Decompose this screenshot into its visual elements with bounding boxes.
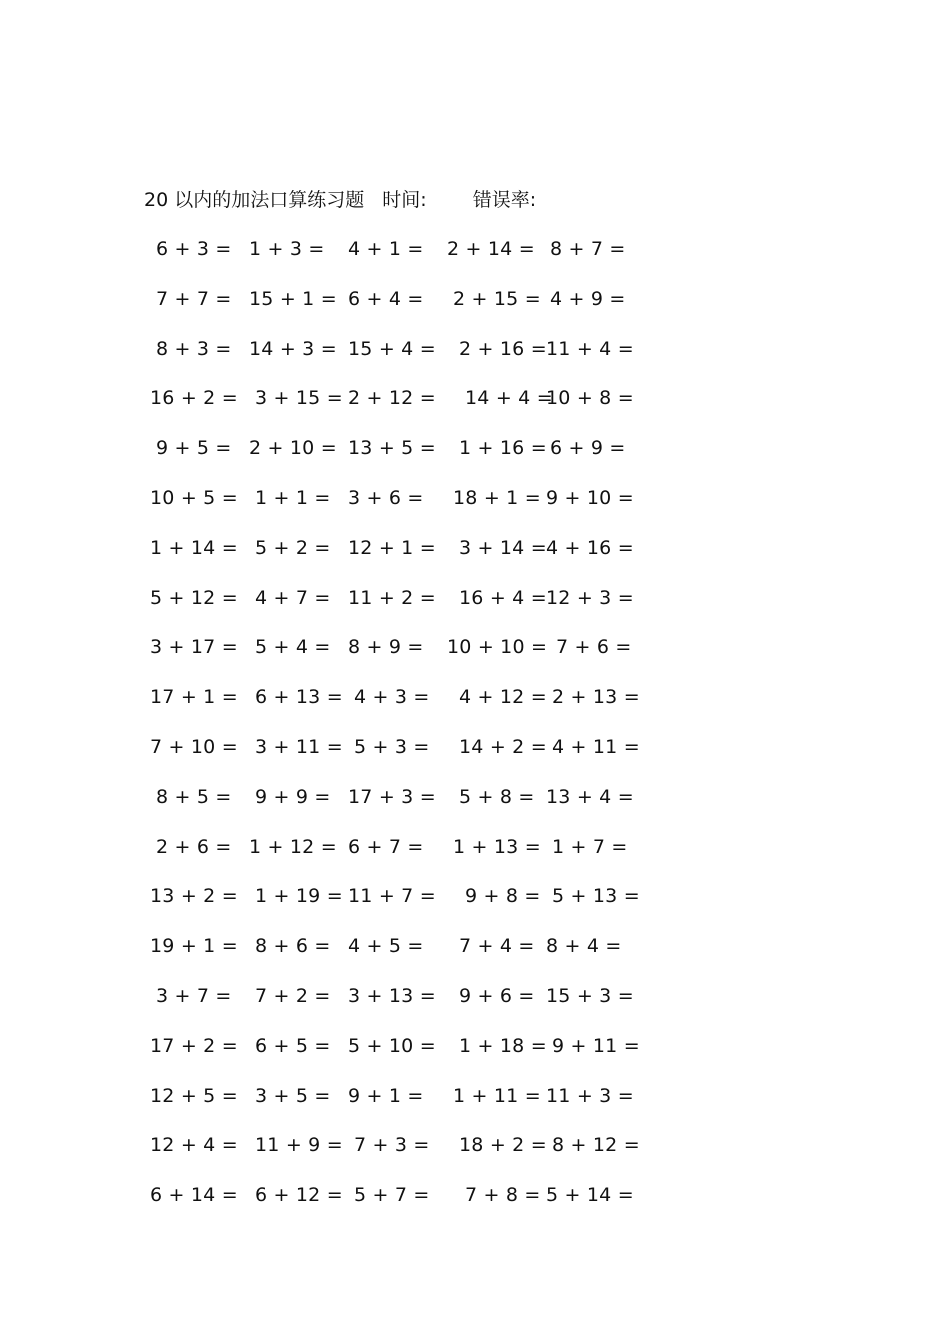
problem-item: 15 + 3 = — [546, 984, 634, 1007]
problem-row — [150, 1132, 650, 1182]
problem-item: 4 + 11 = — [552, 735, 640, 758]
problem-item: 1 + 3 = — [249, 238, 325, 260]
problem-item: 7 + 3 = — [354, 1134, 430, 1157]
problem-row — [150, 883, 650, 933]
problem-row — [150, 435, 650, 485]
problem-item: 3 + 15 = — [255, 387, 343, 410]
problem-row — [150, 485, 650, 535]
problem-item: 1 + 13 = — [453, 835, 541, 858]
problem-item: 17 + 3 = — [348, 785, 436, 808]
problem-item: 8 + 4 = — [546, 935, 622, 958]
problem-item: 3 + 11 = — [255, 735, 343, 758]
problem-item: 7 + 8 = — [465, 1184, 541, 1207]
problem-item: 6 + 13 = — [255, 686, 343, 709]
problem-item: 1 + 19 = — [255, 885, 343, 908]
problem-item: 11 + 4 = — [546, 337, 634, 360]
problem-item: 6 + 4 = — [348, 287, 424, 310]
problem-item: 14 + 4 = — [465, 387, 553, 410]
problem-item: 5 + 13 = — [552, 885, 640, 908]
problem-item: 13 + 4 = — [546, 785, 634, 808]
problem-item: 12 + 1 = — [348, 536, 436, 559]
problem-item: 1 + 7 = — [552, 835, 628, 858]
error-rate-label: 错误率: — [472, 189, 537, 211]
problem-item: 9 + 5 = — [156, 437, 232, 460]
problem-row — [150, 834, 650, 884]
problem-item: 2 + 13 = — [552, 686, 640, 709]
problem-item: 19 + 1 = — [150, 935, 238, 958]
problem-item: 1 + 11 = — [453, 1084, 541, 1107]
problem-row — [150, 585, 650, 635]
problem-item: 18 + 2 = — [459, 1134, 547, 1157]
problem-item: 12 + 4 = — [150, 1134, 238, 1157]
worksheet-header — [144, 186, 536, 214]
problem-item: 16 + 2 = — [150, 387, 238, 410]
problem-item: 12 + 3 = — [546, 586, 634, 609]
problem-item: 4 + 9 = — [550, 287, 626, 310]
problem-item: 8 + 7 = — [550, 238, 626, 260]
problem-row — [150, 933, 650, 983]
problem-item: 7 + 4 = — [459, 935, 535, 958]
problem-item: 10 + 8 = — [546, 387, 634, 410]
problem-item: 14 + 2 = — [459, 735, 547, 758]
problem-item: 11 + 2 = — [348, 586, 436, 609]
problem-item: 9 + 11 = — [552, 1034, 640, 1057]
problem-row — [150, 1033, 650, 1083]
problem-row — [150, 286, 650, 336]
problem-item: 15 + 1 = — [249, 287, 337, 310]
problem-row — [150, 535, 650, 585]
problem-item: 6 + 3 = — [156, 238, 232, 260]
problem-item: 1 + 18 = — [459, 1034, 547, 1057]
problem-item: 17 + 2 = — [150, 1034, 238, 1057]
time-label: 时间: — [382, 189, 427, 211]
problem-row — [150, 634, 650, 684]
problem-item: 9 + 1 = — [348, 1084, 424, 1107]
problem-item: 13 + 2 = — [150, 885, 238, 908]
problem-item: 2 + 6 = — [156, 835, 232, 858]
problem-row — [150, 236, 650, 286]
problem-item: 16 + 4 = — [459, 586, 547, 609]
problem-item: 4 + 1 = — [348, 238, 424, 260]
problem-row — [150, 1083, 650, 1133]
problem-item: 4 + 7 = — [255, 586, 331, 609]
problem-item: 4 + 12 = — [459, 686, 547, 709]
problem-item: 5 + 7 = — [354, 1184, 430, 1207]
problem-grid — [150, 236, 650, 1232]
problem-item: 17 + 1 = — [150, 686, 238, 709]
problem-item: 18 + 1 = — [453, 486, 541, 509]
problem-row — [150, 684, 650, 734]
problem-item: 10 + 5 = — [150, 486, 238, 509]
problem-item: 7 + 7 = — [156, 287, 232, 310]
problem-item: 2 + 10 = — [249, 437, 337, 460]
problem-item: 3 + 14 = — [459, 536, 547, 559]
problem-item: 9 + 10 = — [546, 486, 634, 509]
problem-item: 6 + 7 = — [348, 835, 424, 858]
problem-item: 7 + 6 = — [556, 636, 632, 659]
problem-item: 3 + 17 = — [150, 636, 238, 659]
problem-item: 6 + 9 = — [550, 437, 626, 460]
problem-row — [150, 1182, 650, 1232]
problem-item: 6 + 12 = — [255, 1184, 343, 1207]
problem-item: 9 + 6 = — [459, 984, 535, 1007]
problem-item: 8 + 12 = — [552, 1134, 640, 1157]
problem-item: 9 + 8 = — [465, 885, 541, 908]
problem-item: 1 + 1 = — [255, 486, 331, 509]
problem-item: 14 + 3 = — [249, 337, 337, 360]
problem-item: 11 + 7 = — [348, 885, 436, 908]
problem-item: 1 + 16 = — [459, 437, 547, 460]
problem-item: 7 + 2 = — [255, 984, 331, 1007]
problem-item: 3 + 5 = — [255, 1084, 331, 1107]
problem-item: 8 + 6 = — [255, 935, 331, 958]
problem-item: 10 + 10 = — [447, 636, 548, 659]
problem-item: 4 + 16 = — [546, 536, 634, 559]
problem-item: 3 + 6 = — [348, 486, 424, 509]
problem-item: 5 + 3 = — [354, 735, 430, 758]
problem-item: 8 + 9 = — [348, 636, 424, 659]
problem-item: 8 + 5 = — [156, 785, 232, 808]
problem-row — [150, 784, 650, 834]
problem-item: 2 + 14 = — [447, 238, 535, 260]
problem-item: 6 + 14 = — [150, 1184, 238, 1207]
problem-item: 8 + 3 = — [156, 337, 232, 360]
problem-item: 2 + 12 = — [348, 387, 436, 410]
problem-item: 5 + 12 = — [150, 586, 238, 609]
problem-item: 7 + 10 = — [150, 735, 238, 758]
problem-item: 6 + 5 = — [255, 1034, 331, 1057]
problem-item: 2 + 15 = — [453, 287, 541, 310]
problem-row — [150, 734, 650, 784]
problem-item: 15 + 4 = — [348, 337, 436, 360]
problem-item: 1 + 14 = — [150, 536, 238, 559]
problem-item: 9 + 9 = — [255, 785, 331, 808]
problem-item: 2 + 16 = — [459, 337, 547, 360]
problem-item: 13 + 5 = — [348, 437, 436, 460]
problem-item: 5 + 10 = — [348, 1034, 436, 1057]
problem-row — [150, 336, 650, 386]
problem-item: 5 + 4 = — [255, 636, 331, 659]
problem-item: 4 + 5 = — [348, 935, 424, 958]
problem-item: 3 + 13 = — [348, 984, 436, 1007]
problem-item: 5 + 8 = — [459, 785, 535, 808]
problem-item: 11 + 3 = — [546, 1084, 634, 1107]
problem-item: 4 + 3 = — [354, 686, 430, 709]
problem-item: 1 + 12 = — [249, 835, 337, 858]
problem-item: 12 + 5 = — [150, 1084, 238, 1107]
problem-item: 5 + 2 = — [255, 536, 331, 559]
worksheet-title: 20 以内的加法口算练习题 — [144, 189, 365, 211]
problem-item: 11 + 9 = — [255, 1134, 343, 1157]
problem-row — [150, 983, 650, 1033]
problem-item: 5 + 14 = — [546, 1184, 634, 1207]
problem-row — [150, 385, 650, 435]
problem-item: 3 + 7 = — [156, 984, 232, 1007]
